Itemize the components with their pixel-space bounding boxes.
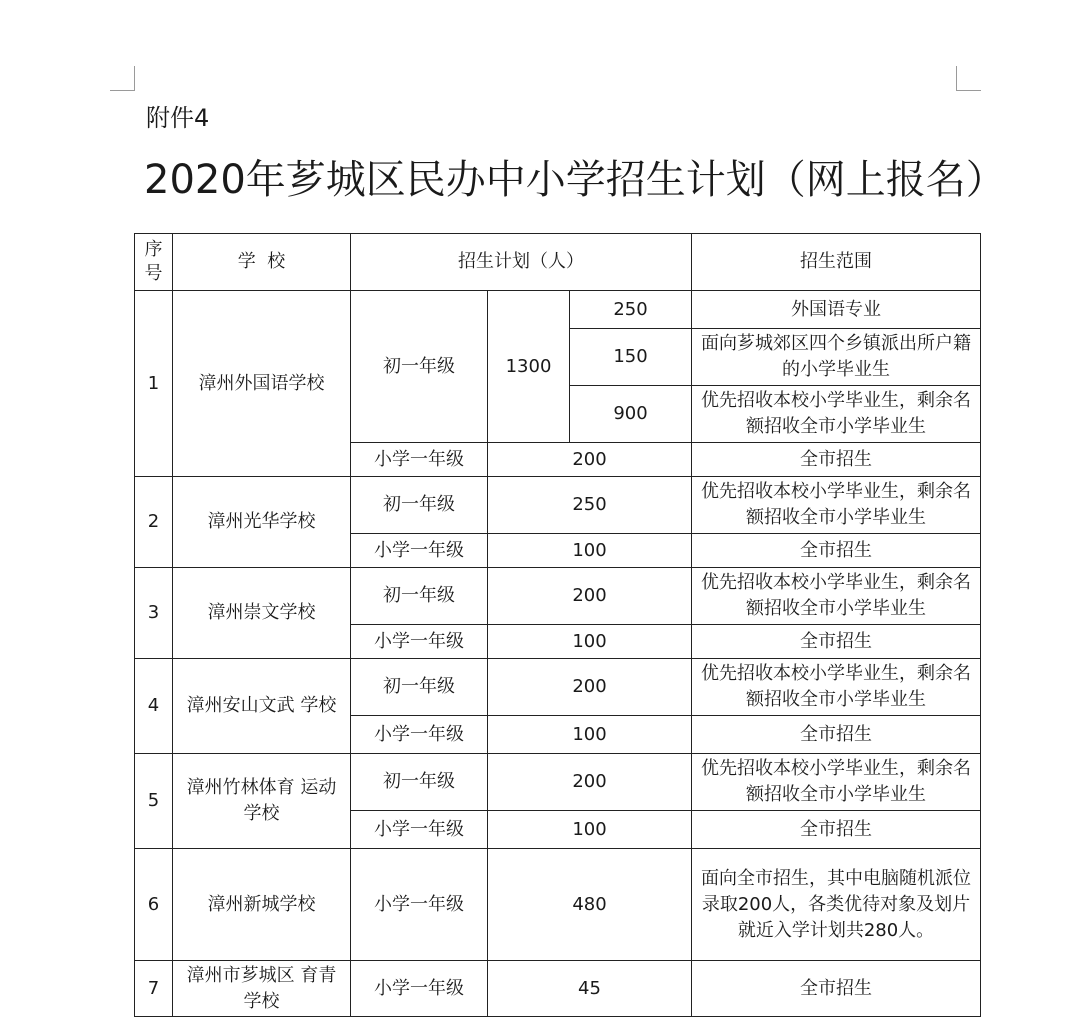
row-school: 漳州市芗城区 育青学校 <box>173 961 351 1017</box>
table-row <box>135 291 981 329</box>
attachment-label: 附件4 <box>146 104 210 132</box>
row-junior-count: 200 <box>488 659 692 716</box>
header-scope: 招生范围 <box>692 234 981 291</box>
enrollment-plan-table <box>134 233 981 1017</box>
row-seq: 7 <box>135 961 173 1017</box>
row-school: 漳州外国语学校 <box>173 291 351 477</box>
row-grade-primary: 小学一年级 <box>351 443 488 477</box>
row-seq: 5 <box>135 754 173 849</box>
row-sub-count: 150 <box>570 329 692 386</box>
row-grade-junior: 初一年级 <box>351 568 488 625</box>
row-primary-count: 45 <box>488 961 692 1017</box>
row-junior-count: 200 <box>488 568 692 625</box>
page-corner-mark-top-right <box>956 66 981 91</box>
row-grade-junior: 初一年级 <box>351 659 488 716</box>
row-sub-scope: 面向芗城郊区四个乡镇派出所户籍的小学毕业生 <box>692 329 981 386</box>
table-row <box>135 754 981 811</box>
row-seq: 1 <box>135 291 173 477</box>
row-primary-scope: 全市招生 <box>692 534 981 568</box>
row-junior-scope: 优先招收本校小学毕业生，剩余名额招收全市小学毕业生 <box>692 477 981 534</box>
row-grade-primary: 小学一年级 <box>351 716 488 754</box>
table-row <box>135 568 981 625</box>
row-primary-scope: 面向全市招生，其中电脑随机派位录取200人，各类优待对象及划片就近入学计划共280人。 <box>692 849 981 961</box>
row-grade-primary: 小学一年级 <box>351 534 488 568</box>
row-school: 漳州安山文武 学校 <box>173 659 351 754</box>
row-junior-scope: 优先招收本校小学毕业生，剩余名额招收全市小学毕业生 <box>692 754 981 811</box>
row-junior-total: 1300 <box>488 291 570 443</box>
row-grade-primary: 小学一年级 <box>351 811 488 849</box>
row-junior-scope: 优先招收本校小学毕业生，剩余名额招收全市小学毕业生 <box>692 568 981 625</box>
row-primary-scope: 全市招生 <box>692 625 981 659</box>
row-grade-junior: 初一年级 <box>351 477 488 534</box>
row-grade-primary: 小学一年级 <box>351 625 488 659</box>
table-row <box>135 961 981 1017</box>
header-row <box>135 234 981 291</box>
row-seq: 4 <box>135 659 173 754</box>
row-school: 漳州竹林体育 运动学校 <box>173 754 351 849</box>
row-grade-primary: 小学一年级 <box>351 849 488 961</box>
row-primary-count: 100 <box>488 716 692 754</box>
row-seq: 2 <box>135 477 173 568</box>
row-seq: 6 <box>135 849 173 961</box>
row-school: 漳州崇文学校 <box>173 568 351 659</box>
row-primary-scope: 全市招生 <box>692 443 981 477</box>
header-seq <box>135 234 173 291</box>
row-primary-count: 200 <box>488 443 692 477</box>
row-primary-scope: 全市招生 <box>692 961 981 1017</box>
row-primary-count: 100 <box>488 625 692 659</box>
row-sub-scope: 外国语专业 <box>692 291 981 329</box>
table-row <box>135 477 981 534</box>
row-grade-primary: 小学一年级 <box>351 961 488 1017</box>
row-junior-count: 200 <box>488 754 692 811</box>
row-school: 漳州新城学校 <box>173 849 351 961</box>
row-primary-scope: 全市招生 <box>692 716 981 754</box>
header-seq-line2: 号 <box>144 262 163 284</box>
row-grade-junior: 初一年级 <box>351 291 488 443</box>
row-junior-count: 250 <box>488 477 692 534</box>
page-corner-mark-top-left <box>110 66 135 91</box>
header-school: 学 校 <box>173 234 351 291</box>
row-sub-count: 250 <box>570 291 692 329</box>
row-grade-junior: 初一年级 <box>351 754 488 811</box>
row-school: 漳州光华学校 <box>173 477 351 568</box>
header-plan: 招生计划（人） <box>351 234 692 291</box>
row-sub-scope: 优先招收本校小学毕业生，剩余名额招收全市小学毕业生 <box>692 386 981 443</box>
row-sub-count: 900 <box>570 386 692 443</box>
row-primary-count: 100 <box>488 811 692 849</box>
document-title: 2020年芗城区民办中小学招生计划（网上报名） <box>144 157 1006 203</box>
table-row <box>135 849 981 961</box>
row-primary-count: 100 <box>488 534 692 568</box>
row-primary-scope: 全市招生 <box>692 811 981 849</box>
row-junior-scope: 优先招收本校小学毕业生，剩余名额招收全市小学毕业生 <box>692 659 981 716</box>
table-row <box>135 659 981 716</box>
row-primary-count: 480 <box>488 849 692 961</box>
row-seq: 3 <box>135 568 173 659</box>
header-seq-line1: 序 <box>144 238 163 260</box>
